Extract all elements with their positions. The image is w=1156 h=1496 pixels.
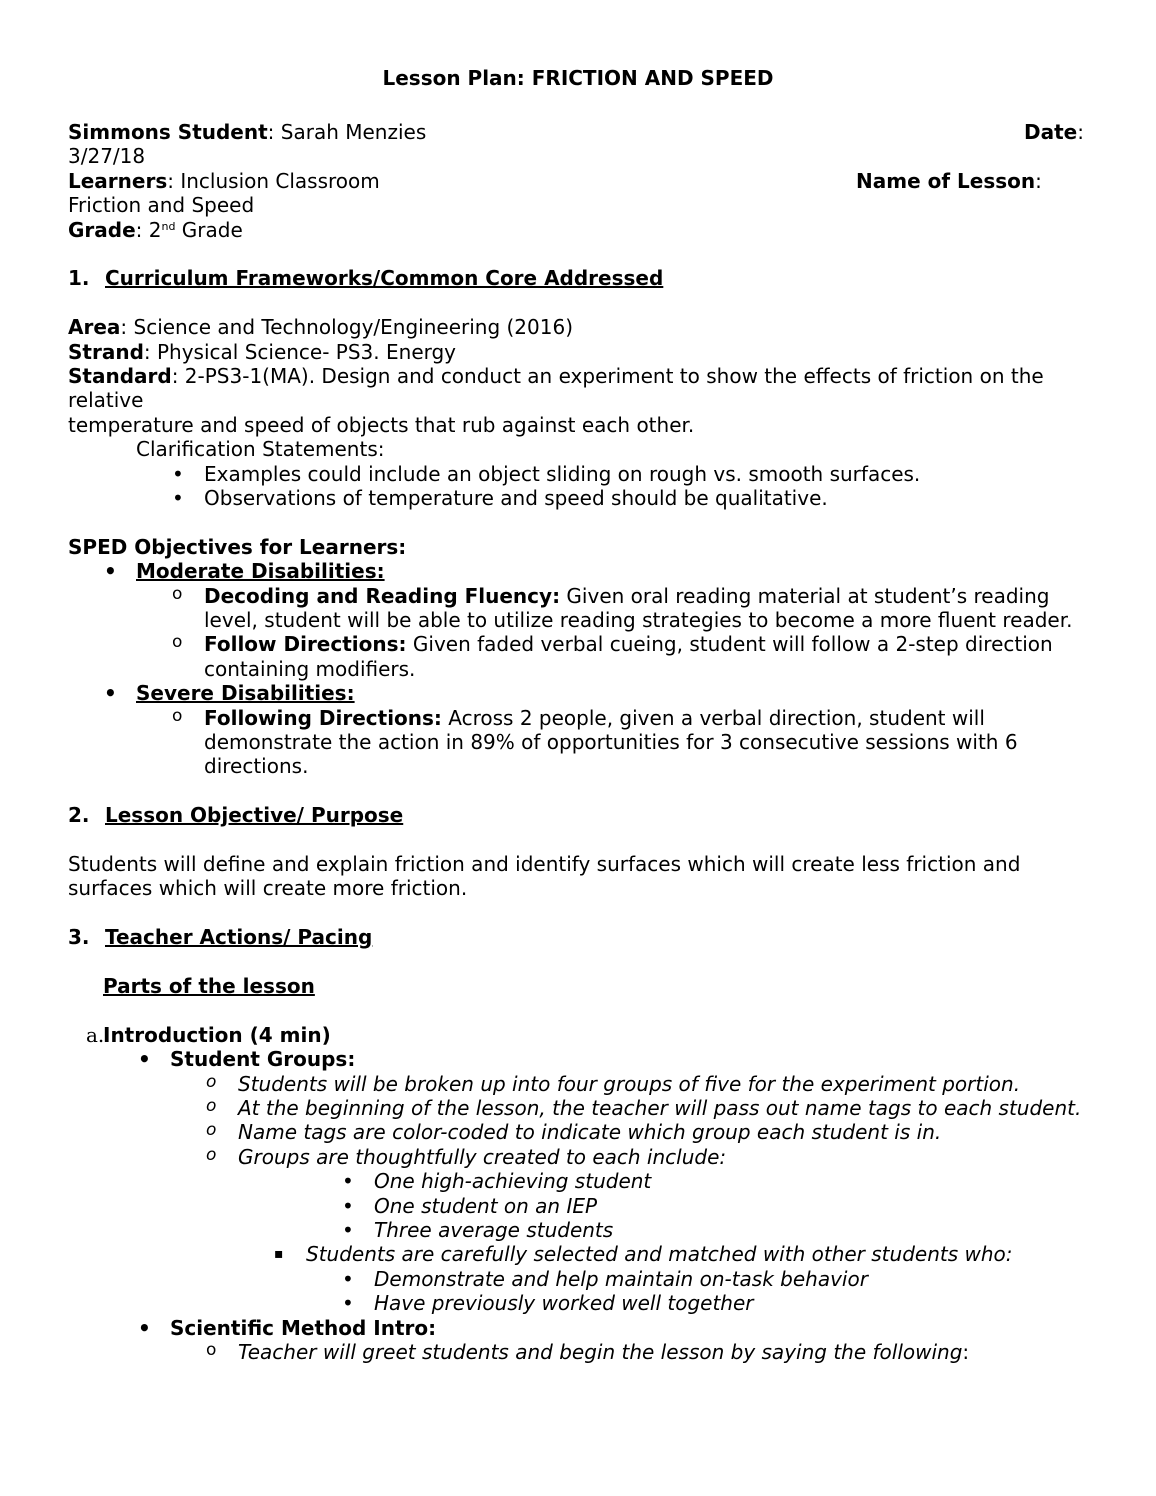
area-label: Area (68, 315, 121, 340)
grade-row (68, 218, 1088, 242)
date-colon: : (1077, 120, 1084, 144)
selection-item: • Demonstrate and help maintain on-task behavior (374, 1267, 1088, 1291)
grade-superscript: nd (161, 219, 176, 233)
standard-line-3: temperature and speed of objects that rub against each other. (68, 412, 695, 437)
moderate-disabilities-item (136, 559, 1088, 681)
scientific-method-item (170, 1316, 1088, 1365)
group-item-text: Groups are thoughtfully created to each include: (238, 1144, 727, 1169)
introduction-letter: a. (86, 1022, 105, 1047)
lesson-name-colon: : (1035, 168, 1042, 193)
sped-heading: SPED Objectives for Learners: (68, 534, 407, 559)
scientific-method-list (170, 1340, 1088, 1364)
standard-line (68, 364, 1088, 388)
strand-line (68, 340, 1088, 364)
clarification-list (68, 462, 1088, 511)
student-groups-heading: Student Groups: (170, 1047, 356, 1072)
objective-label: Following Directions: (204, 705, 442, 730)
group-member: • One high-achieving student (374, 1169, 1088, 1193)
group-item: o Name tags are color-coded to indicate which group each student is in. (238, 1120, 1088, 1144)
section-1-number: 1. (68, 266, 90, 291)
grade-label: Grade (68, 217, 136, 242)
section-2-number: 2. (68, 803, 90, 828)
learners-row (68, 169, 1088, 193)
lesson-name-label-group (856, 169, 1042, 193)
section-2-title: Lesson Objective/ Purpose (105, 803, 404, 828)
sped-list (68, 559, 1088, 779)
objective-text: Given faded verbal cueing, student will follow a 2-step direction containing modifiers. (204, 632, 1053, 681)
selection-note (306, 1242, 1088, 1315)
lesson-name-value-row (68, 193, 1088, 217)
section-2-text: Students will define and explain friction and identify surfaces which will create less friction and surfaces which will create more friction. (68, 852, 1021, 901)
objective-text: Given oral reading material at student’s reading level, student will be able to utilize reading strategies to become a more fluent reader. (204, 583, 1073, 632)
area-line (68, 315, 1088, 339)
grade-suffix: Grade (175, 217, 243, 242)
selection-item: • Have previously worked well together (374, 1291, 1088, 1315)
standard-line-2: relative (68, 388, 144, 413)
section-3-heading (68, 925, 1088, 949)
learners-value: : Inclusion Classroom (167, 168, 380, 193)
selection-list (238, 1242, 1088, 1315)
introduction-title: Introduction (4 min) (103, 1022, 331, 1047)
date-value-row (68, 144, 1088, 168)
date-value: 3/27/18 (68, 144, 146, 169)
date-label-group (1024, 120, 1084, 144)
student-groups-list (170, 1072, 1088, 1316)
grade-prefix: : 2 (135, 217, 162, 242)
moderate-objective (204, 632, 1088, 681)
lesson-plan-page (68, 66, 1088, 1365)
objective-label: Follow Directions: (204, 632, 407, 657)
severe-heading: Severe Disabilities: (136, 681, 355, 706)
area-value: : Science and Technology/Engineering (2016) (120, 315, 574, 340)
scientific-method-colon: : (962, 1340, 970, 1365)
date-label: Date (1024, 120, 1078, 144)
lesson-name-value: Friction and Speed (68, 193, 255, 218)
group-member: • One student on an IEP (374, 1194, 1088, 1218)
standard-line-1: : 2-PS3-1(MA). Design and conduct an experiment to show the effects of friction on the (171, 363, 1044, 388)
clarification-item: • Examples could include an object sliding on rough vs. smooth surfaces. (204, 462, 1088, 486)
moderate-objective (204, 584, 1088, 633)
selection-note-text: Students are carefully selected and matched with other students who: (306, 1242, 1013, 1267)
introduction-heading (68, 1023, 1088, 1047)
introduction-list (68, 1047, 1088, 1364)
document-title: Lesson Plan: FRICTION AND SPEED (382, 66, 774, 90)
strand-value: : Physical Science- PS3. Energy (143, 339, 457, 364)
scientific-method-text: Teacher will greet students and begin the lesson by saying the following (238, 1340, 963, 1365)
student-groups-item (170, 1047, 1088, 1315)
scientific-method-step (238, 1340, 1088, 1364)
moderate-list (136, 584, 1088, 682)
section-2-heading (68, 803, 1088, 827)
group-members-list (238, 1169, 1088, 1242)
section-3-number: 3. (68, 925, 90, 950)
severe-list (136, 706, 1088, 779)
learners-label: Learners (68, 168, 168, 193)
group-item: o Students will be broken up into four groups of five for the experiment portion. (238, 1072, 1088, 1096)
clarification-item: • Observations of temperature and speed should be qualitative. (204, 486, 1088, 510)
objective-label: Decoding and Reading Fluency: (204, 583, 561, 608)
student-row (68, 120, 1088, 144)
group-item (238, 1145, 1088, 1316)
standard-label: Standard (68, 363, 172, 388)
section-3-title: Teacher Actions/ Pacing (105, 925, 373, 950)
parts-heading: Parts of the lesson (103, 974, 315, 999)
scientific-method-heading: Scientific Method Intro: (170, 1315, 437, 1340)
strand-label: Strand (68, 339, 144, 364)
section-1-title: Curriculum Frameworks/Common Core Addressed (105, 266, 664, 291)
section-1-heading (68, 266, 1088, 290)
student-label: Simmons Student (68, 120, 268, 144)
clarification-label: Clarification Statements: (136, 437, 385, 462)
student-value: : Sarah Menzies (267, 120, 427, 144)
objective-text: Across 2 people, given a verbal direction, student will demonstrate the action in 89% of opportunities for 3 consecutive sessions with 6 directions. (204, 705, 1018, 779)
group-member: • Three average students (374, 1218, 1088, 1242)
selection-items-list (306, 1267, 1088, 1316)
moderate-heading: Moderate Disabilities: (136, 559, 385, 584)
severe-disabilities-item (136, 681, 1088, 779)
lesson-name-label: Name of Lesson (856, 168, 1036, 193)
group-item: o At the beginning of the lesson, the teacher will pass out name tags to each student. (238, 1096, 1088, 1120)
severe-objective (204, 706, 1088, 779)
